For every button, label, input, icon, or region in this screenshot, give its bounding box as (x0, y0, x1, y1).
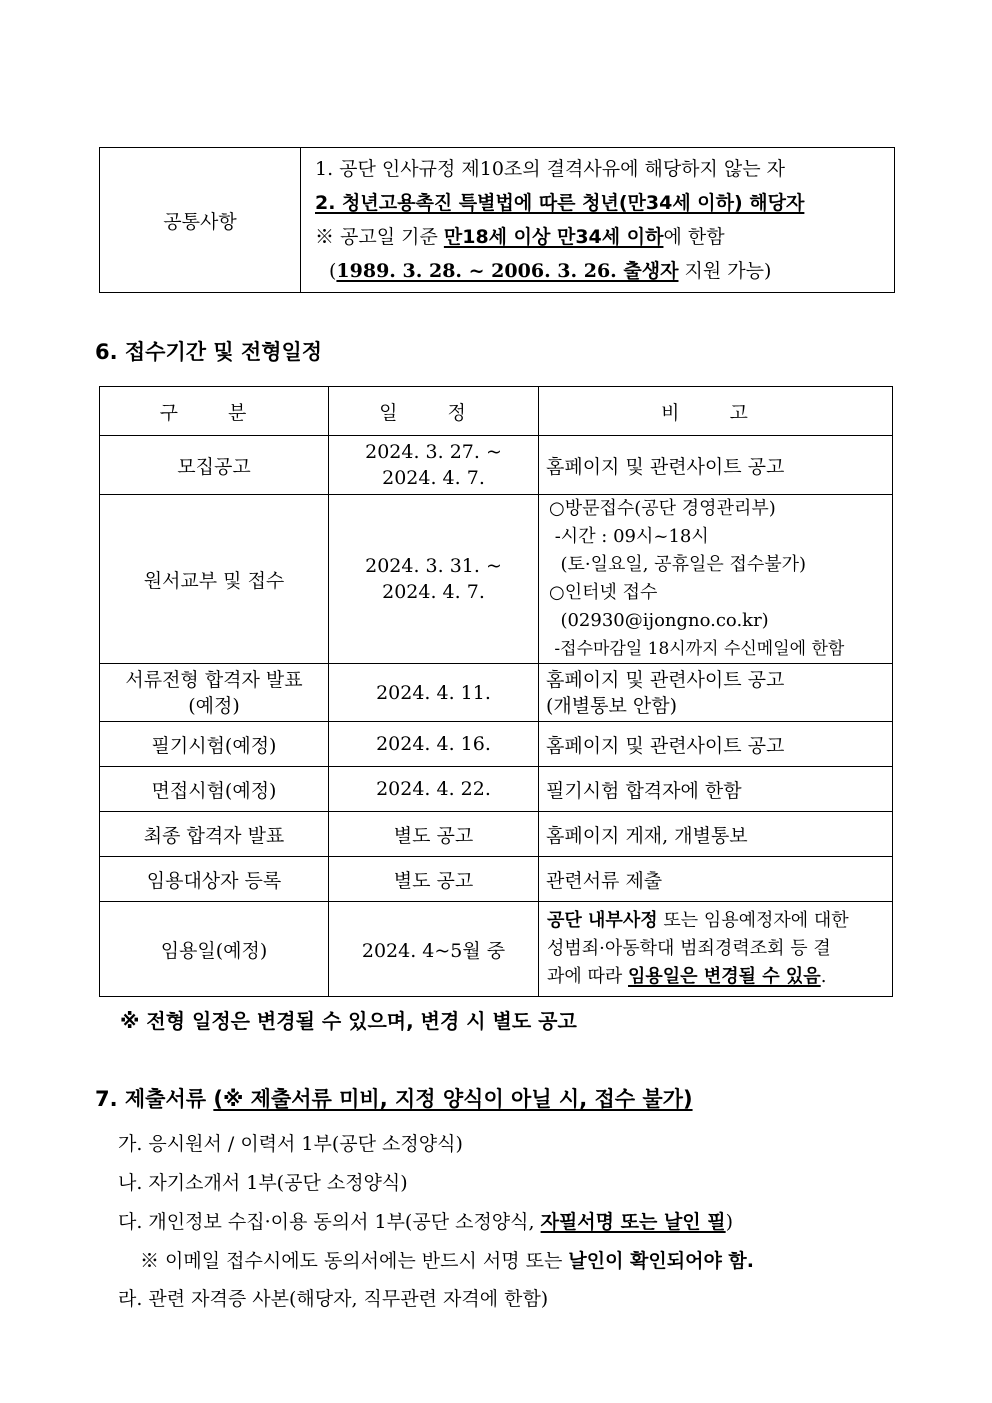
row-note: 홈페이지 및 관련사이트 공고 (539, 722, 893, 767)
row-date-line-2: 2024. 4. 7. (382, 581, 485, 603)
document-item-a: 가. 응시원서 / 이력서 1부(공단 소정양식) (118, 1133, 463, 1155)
note-line: ○방문접수(공단 경영관리부) (549, 498, 776, 519)
section-7-title-text: 7. 제출서류 (95, 1087, 214, 1111)
row-date-line-1: 2024. 3. 31. ~ (365, 555, 502, 577)
common-line-4-underlined: 1989. 3. 28. ~ 2006. 3. 26. 출생자 (336, 260, 679, 282)
item-c-underlined: 자필서명 또는 날인 필 (540, 1211, 726, 1233)
header-remarks-text: 비 고 (661, 401, 770, 424)
row-date: 2024. 4~5월 중 (329, 902, 539, 997)
note-line: ○인터넷 접수 (549, 582, 658, 603)
row-category: 임용대상자 등록 (100, 857, 329, 902)
row-date: 2024. 4. 22. (329, 767, 539, 812)
common-line-4-post: 지원 가능) (678, 260, 772, 282)
row-note-line-3 (547, 963, 892, 991)
common-requirements-row (100, 148, 895, 293)
row-category-line-2: (예정) (188, 694, 240, 717)
table-row (100, 436, 893, 495)
note-line: (02930@ijongno.co.kr) (549, 610, 769, 631)
row-category-line-1: 서류전형 합격자 발표 (125, 668, 303, 691)
table-row (100, 857, 893, 902)
row-note-line-1: 홈페이지 및 관련사이트 공고 (546, 668, 785, 691)
common-line-3-pre: ※ 공고일 기준 (315, 226, 444, 248)
table-row (100, 812, 893, 857)
note-post-text: . (820, 966, 827, 987)
table-row (100, 495, 893, 664)
row-note (539, 664, 893, 722)
note-bold-text: 공단 내부사정 (547, 910, 658, 931)
row-date: 2024. 4. 11. (329, 664, 539, 722)
header-schedule-text: 일 정 (379, 401, 488, 424)
item-c-note-pre: ※ 이메일 접수시에도 동의서에는 반드시 서명 또는 (140, 1250, 569, 1272)
row-date (329, 436, 539, 495)
common-content (301, 148, 895, 293)
row-category: 모집공고 (100, 436, 329, 495)
section-6-title: 6. 접수기간 및 전형일정 (95, 340, 323, 364)
common-line-4 (315, 254, 894, 288)
schedule-header-row (100, 387, 893, 436)
common-label: 공통사항 (100, 148, 301, 293)
row-note: 관련서류 제출 (539, 857, 893, 902)
common-line-3-post: 에 한함 (663, 226, 725, 248)
row-note (539, 902, 893, 997)
header-category (100, 387, 329, 436)
table-row (100, 902, 893, 997)
header-category-text: 구 분 (159, 401, 269, 424)
common-line-2: 2. 청년고용촉진 특별법에 따른 청년(만34세 이하) 해당자 (315, 192, 805, 214)
common-line-4-pre: ( (329, 260, 337, 282)
document-item-b: 나. 자기소개서 1부(공단 소정양식) (118, 1172, 408, 1194)
item-c-note-bold: 날인이 확인되어야 함. (568, 1250, 754, 1272)
schedule-table (99, 386, 893, 997)
common-line-3-underlined: 만18세 이상 만34세 이하 (443, 226, 664, 248)
table-row (100, 664, 893, 722)
row-category: 원서교부 및 접수 (100, 495, 329, 664)
item-c-pre: 다. 개인정보 수집·이용 동의서 1부(공단 소정양식, (118, 1211, 541, 1233)
row-note (539, 495, 893, 664)
row-note: 홈페이지 게재, 개별통보 (539, 812, 893, 857)
common-requirements-table (99, 147, 895, 293)
row-date: 별도 공고 (329, 857, 539, 902)
common-line-1: 1. 공단 인사규정 제10조의 결격사유에 해당하지 않는 자 (315, 158, 786, 180)
row-category (100, 664, 329, 722)
row-category: 면접시험(예정) (100, 767, 329, 812)
row-note: 필기시험 합격자에 한함 (539, 767, 893, 812)
header-remarks (539, 387, 893, 436)
header-schedule (329, 387, 539, 436)
document-item-d: 라. 관련 자격증 사본(해당자, 직무관련 자격에 한함) (118, 1288, 549, 1310)
row-category: 임용일(예정) (100, 902, 329, 997)
note-underlined-text: 임용일은 변경될 수 있음 (628, 966, 821, 987)
row-note-line-1 (547, 907, 892, 935)
row-category: 필기시험(예정) (100, 722, 329, 767)
row-date: 2024. 4. 16. (329, 722, 539, 767)
note-pre-text: 과에 따라 (547, 966, 628, 987)
note-line: -접수마감일 18시까지 수신메일에 한함 (549, 639, 845, 659)
row-note: 홈페이지 및 관련사이트 공고 (539, 436, 893, 495)
table-row (100, 767, 893, 812)
row-date-line-1: 2024. 3. 27. ~ (365, 441, 502, 463)
row-category: 최종 합격자 발표 (100, 812, 329, 857)
document-item-c-note (140, 1246, 754, 1273)
note-line: -시간 : 09시~18시 (549, 526, 709, 547)
row-note-line-2: (개별통보 안함) (546, 694, 677, 717)
document-item-c (118, 1207, 733, 1234)
common-line-3 (315, 220, 894, 254)
row-date: 별도 공고 (329, 812, 539, 857)
row-date-line-2: 2024. 4. 7. (382, 467, 485, 489)
section-7-title (95, 1083, 693, 1113)
row-date (329, 495, 539, 664)
schedule-footnote: ※ 전형 일정은 변경될 수 있으며, 변경 시 별도 공고 (120, 1009, 577, 1033)
note-rest-text: 또는 임용예정자에 대한 (657, 910, 849, 931)
row-note-line-2: 성범죄·아동학대 범죄경력조회 등 결 (547, 938, 831, 959)
item-c-post: ) (725, 1211, 734, 1233)
section-7-title-underlined: (※ 제출서류 미비, 지정 양식이 아닐 시, 접수 불가) (213, 1087, 693, 1111)
note-line: (토·일요일, 공휴일은 접수불가) (549, 554, 807, 575)
table-row (100, 722, 893, 767)
